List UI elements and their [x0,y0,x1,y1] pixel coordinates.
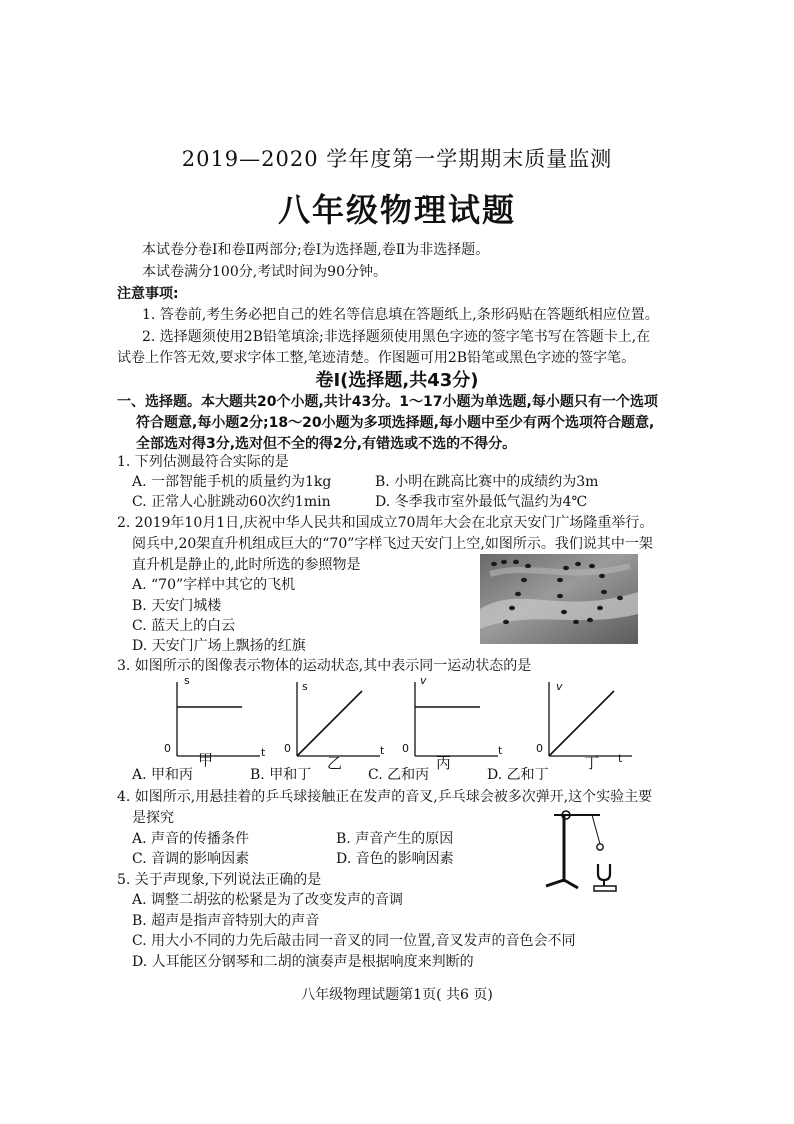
section-instruction-2: 符合题意,每小题2分;18～20小题为多项选择题,每小题中至少有两个选项符合题意, [136,415,655,431]
graph-jia [160,676,272,772]
graph-ding-xlabel: t [618,752,623,765]
q4-option-b: B. 声音产生的原因 [336,831,454,847]
q5-option-d: D. 人耳能区分钢琴和二胡的演奏声是根据响度来判断的 [132,954,474,970]
exam-title-line1: 2019—2020 学年度第一学期期末质量监测 [181,147,613,171]
q1-option-a: A. 一部智能手机的质量约为1kg [132,474,332,490]
section-instruction-1: 一、选择题。本大题共20个小题,共计43分。1～17小题为单选题,每小题只有一个选项 [117,394,658,410]
q5-option-c: C. 用大小不同的力先后敲击同一音叉的同一位置,音叉发声的音色会不同 [132,933,576,949]
q1-option-d: D. 冬季我市室外最低气温约为4℃ [375,494,588,510]
section-instruction-3: 全部选对得3分,选对但不全的得2分,有错选或不选的不得分。 [136,436,517,452]
q1-option-b: B. 小明在跳高比赛中的成绩约为3m [375,474,599,490]
q1-option-c: C. 正常人心脏跳动60次约1min [132,494,331,510]
graph-ding-origin: 0 [536,742,543,755]
graph-bing [398,676,510,772]
graph-ding-name: 丁 [584,754,600,772]
q4-option-a: A. 声音的传播条件 [132,831,250,847]
graph-yi-curve [297,691,362,756]
graph-ding-ylabel: v [556,680,563,693]
q2-option-c: C. 蓝天上的白云 [132,618,236,634]
graph-yi [280,676,392,772]
helicopter-formation-photo [480,554,638,644]
exam-title-main: 八年级物理试题 [277,191,516,229]
q3-option-c: C. 乙和丙 [368,767,430,783]
q4-option-c: C. 音调的影响因素 [132,851,250,867]
graph-yi-xlabel: t [380,744,385,757]
graph-jia-plot [160,676,272,772]
notice-item-2a: 2. 选择题须使用2B铅笔填涂;非选择题须使用黑色字迹的签字笔书写在答题卡上,在 [142,329,651,345]
q2-option-d: D. 天安门广场上飘扬的红旗 [132,638,306,654]
graph-jia-name: 甲 [198,751,214,769]
q2-option-a: A. “70”字样中其它的飞机 [132,577,296,593]
graph-yi-ylabel: s [302,680,308,693]
notice-item-2b: 试卷上作答无效,要求字体工整,笔迹清楚。作图题可用2B铅笔或黑色字迹的签字笔。 [117,350,636,366]
q2-stem-2: 阅兵中,20架直升机组成巨大的“70”字样飞过天安门上空,如图所示。我们说其中一架 [132,536,653,552]
q5-option-b: B. 超声是指声音特别大的声音 [132,913,320,929]
q2-stem-3: 直升机是静止的,此时所选的参照物是 [132,557,361,573]
graph-yi-name: 乙 [327,754,343,772]
graph-yi-origin: 0 [284,742,291,755]
graph-jia-xlabel: t [261,746,266,759]
q4-option-d: D. 音色的影响因素 [336,851,454,867]
graph-ding-curve [549,691,614,756]
section-title: 卷Ⅰ(选择题,共43分) [315,370,479,391]
intro-line-2: 本试卷满分100分,考试时间为90分钟。 [142,264,387,280]
q3-option-b: B. 甲和丁 [250,767,312,783]
tuning-fork-apparatus [540,808,620,894]
q3-option-d: D. 乙和丁 [487,767,549,783]
q3-option-a: A. 甲和丙 [132,767,194,783]
notice-heading: 注意事项: [117,286,179,302]
graph-bing-origin: 0 [402,742,409,755]
q4-stem-2: 是探究 [132,810,174,826]
graph-bing-plot [398,676,510,772]
intro-line-1: 本试卷分卷Ⅰ和卷Ⅱ两部分;卷Ⅰ为选择题,卷Ⅱ为非选择题。 [142,242,490,258]
graph-bing-xlabel: t [498,744,503,757]
notice-item-1: 1. 答卷前,考生务必把自己的姓名等信息填在答题纸上,条形码贴在答题纸相应位置。 [142,307,659,323]
q5-option-a: A. 调整二胡弦的松紧是为了改变发声的音调 [132,892,404,908]
graph-ding [532,676,644,772]
graph-bing-ylabel: v [420,674,427,687]
graph-jia-origin: 0 [164,742,171,755]
q4-stem-1: 4. 如图所示,用悬挂着的乒乓球接触正在发声的音叉,乒乓球会被多次弹开,这个实验主要 [117,789,653,805]
q1-stem: 1. 下列估测最符合实际的是 [117,454,289,470]
page-footer: 八年级物理试题第1页( 共6 页) [301,987,493,1003]
q2-stem-1: 2. 2019年10月1日,庆祝中华人民共和国成立70周年大会在北京天安门广场隆重举行。 [117,515,654,531]
graph-jia-ylabel: s [184,674,190,687]
q5-stem: 5. 关于声现象,下列说法正确的是 [117,872,322,888]
q3-stem: 3. 如图所示的图像表示物体的运动状态,其中表示同一运动状态的是 [117,658,532,674]
graph-bing-name: 丙 [436,754,452,772]
q2-option-b: B. 天安门城楼 [132,598,222,614]
